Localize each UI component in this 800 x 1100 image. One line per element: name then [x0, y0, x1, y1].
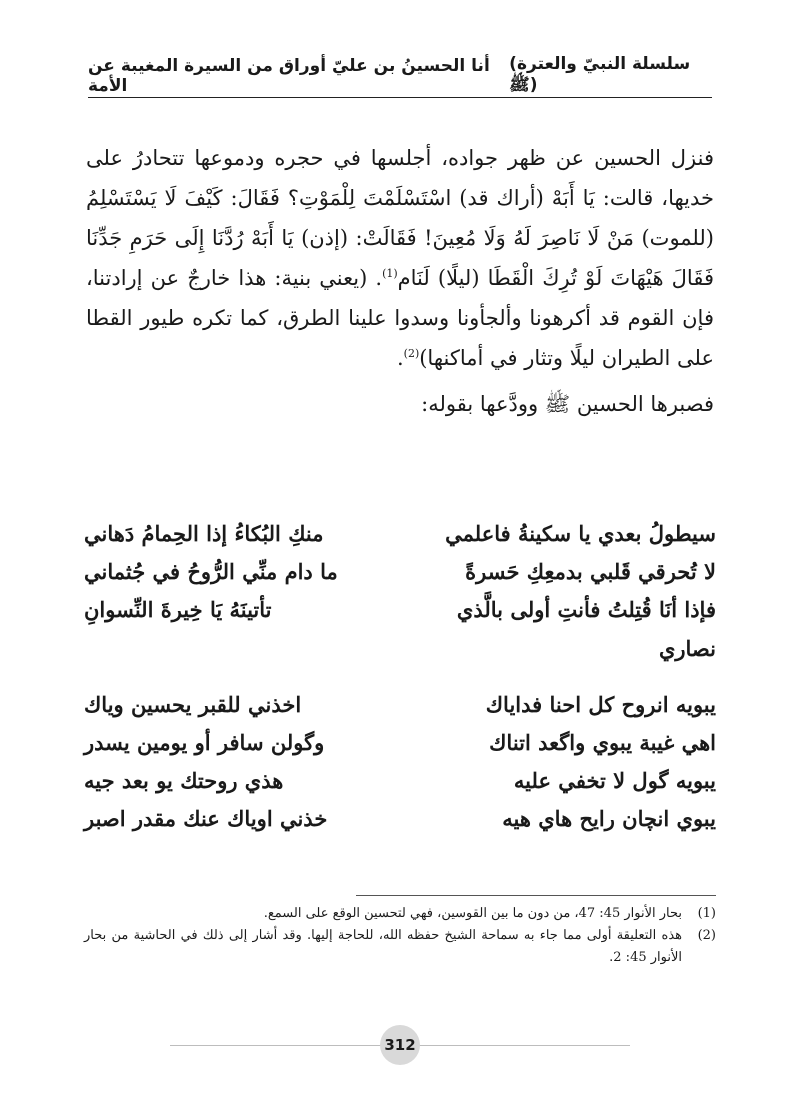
verse-row [84, 723, 716, 761]
footnote-text: هذه التعليقة أولى مما جاء به سماحة الشيخ حفظه الله، للحاجة إليها. وقد أشار إلى ذلك في الحاشية من بحار الأنوار 45: 2. [84, 928, 682, 965]
text-line: فَقَالَتْ: (إذن) يَا أَبَهْ رُدَّنَا إِلَى حَرَمِ جَدِّنَا فَقَالَ هَيْهَاتَ لَوْ تُرِكَ [86, 226, 714, 290]
verse-row [84, 552, 716, 590]
paragraph [86, 138, 714, 378]
footnote-ref-2: (2) [403, 347, 420, 360]
text-line: . [396, 346, 404, 370]
verse-row [84, 799, 716, 837]
header-rule [88, 97, 712, 98]
verse-second-half: اخذني للقبر يحسين وياك [84, 691, 302, 717]
footnote-rule [356, 895, 716, 896]
verse-second-half: خذني اوياك عنك مقدر اصبر [84, 805, 328, 831]
running-header [88, 53, 712, 96]
text-line: على الطيران ليلًا وتثار في أماكنها) [419, 346, 714, 370]
footnote-2 [84, 925, 716, 969]
text-line: قد أكرهونا وألجأونا وسدوا علينا الطرق، كما تكره طيور القطا [86, 306, 620, 330]
footnotes [84, 903, 716, 969]
footnote-text: بحار الأنوار 45: 47، من دون ما بين القوسين، فهي لتحسين الوقع على السمع. [263, 906, 682, 921]
verse-first-half: يبويه انروح كل احنا فداياك [485, 691, 716, 717]
verse-row [84, 685, 716, 723]
verse-first-half: فإذا أنَا قُتِلتُ فأنتِ أولى بالَّذي [456, 596, 716, 622]
footnote-number: (1) [697, 906, 716, 921]
verse-second-half: ما دام منِّي الرُّوحُ في جُثماني [84, 558, 338, 584]
verse-second-half: هذي روحتك يو بعد جيه [84, 767, 284, 793]
verse-second-half: تأتينَهُ يَا خِيرةَ النِّسوانِ [84, 596, 272, 622]
verse-first-half: يبوي انچان رايح هاي هيه [502, 805, 716, 831]
verse-first-half: سيطولُ بعدي يا سكينةُ فاعلمي [445, 520, 716, 546]
footnote-number: (2) [697, 928, 716, 943]
verse-second-half: منكِ البُكاءُ إذا الحِمامُ دَهاني [84, 520, 324, 546]
main-text [86, 138, 714, 424]
text-line: تتحادرُ على خديها، قالت: يَا أَبَهْ (أراك قد) اسْتَسْلَمْتَ لِلْمَوْتِ؟ [86, 146, 714, 210]
poem-intro: فصبرها الحسين ﷺ وودَّعها بقوله: [421, 392, 714, 416]
verse-first-half: يبويه گول لا تخفي عليه [513, 767, 716, 793]
verse-row [84, 514, 716, 552]
text-line: فنزل الحسين عن ظهر جواده، أجلسها في حجره ودموعها [194, 146, 714, 170]
nasari-heading: نصاري [658, 636, 716, 661]
verse-first-half: اهي غيبة يبوي واگعد اتناك [489, 729, 716, 755]
footnote-1 [84, 903, 716, 925]
footnote-ref-1: (1) [382, 267, 398, 280]
text-line: . (يعني بنية: هذا خارجٌ عن إرادتنا، فإن القوم [86, 266, 714, 330]
text-line: الْقَطَا (ليلًا) لَنَام [397, 266, 535, 290]
text-line: فَقَالَ: كَيْفَ لَا يَسْتَسْلِمُ (للموت) مَنْ لَا نَاصِرَ لَهُ وَلَا مُعِينَ! [86, 186, 714, 250]
page-number: 312 [380, 1025, 420, 1065]
header-left-title: أنا الحسينُ بن عليّ أوراق من السيرة المغيبة عن الأمة [88, 56, 490, 96]
verse-row [84, 761, 716, 799]
verse-second-half: وگولن سافر أو يومين يسدر [84, 729, 325, 755]
poem-nasari [84, 685, 716, 837]
verse-first-half: لا تُحرقي قَلبي بدمعِكِ حَسرةً [465, 558, 716, 584]
header-right-title: (سلسلة النبيّ والعترة ﷺ) [509, 53, 691, 95]
poem-classical [84, 514, 716, 628]
verse-row [84, 590, 716, 628]
